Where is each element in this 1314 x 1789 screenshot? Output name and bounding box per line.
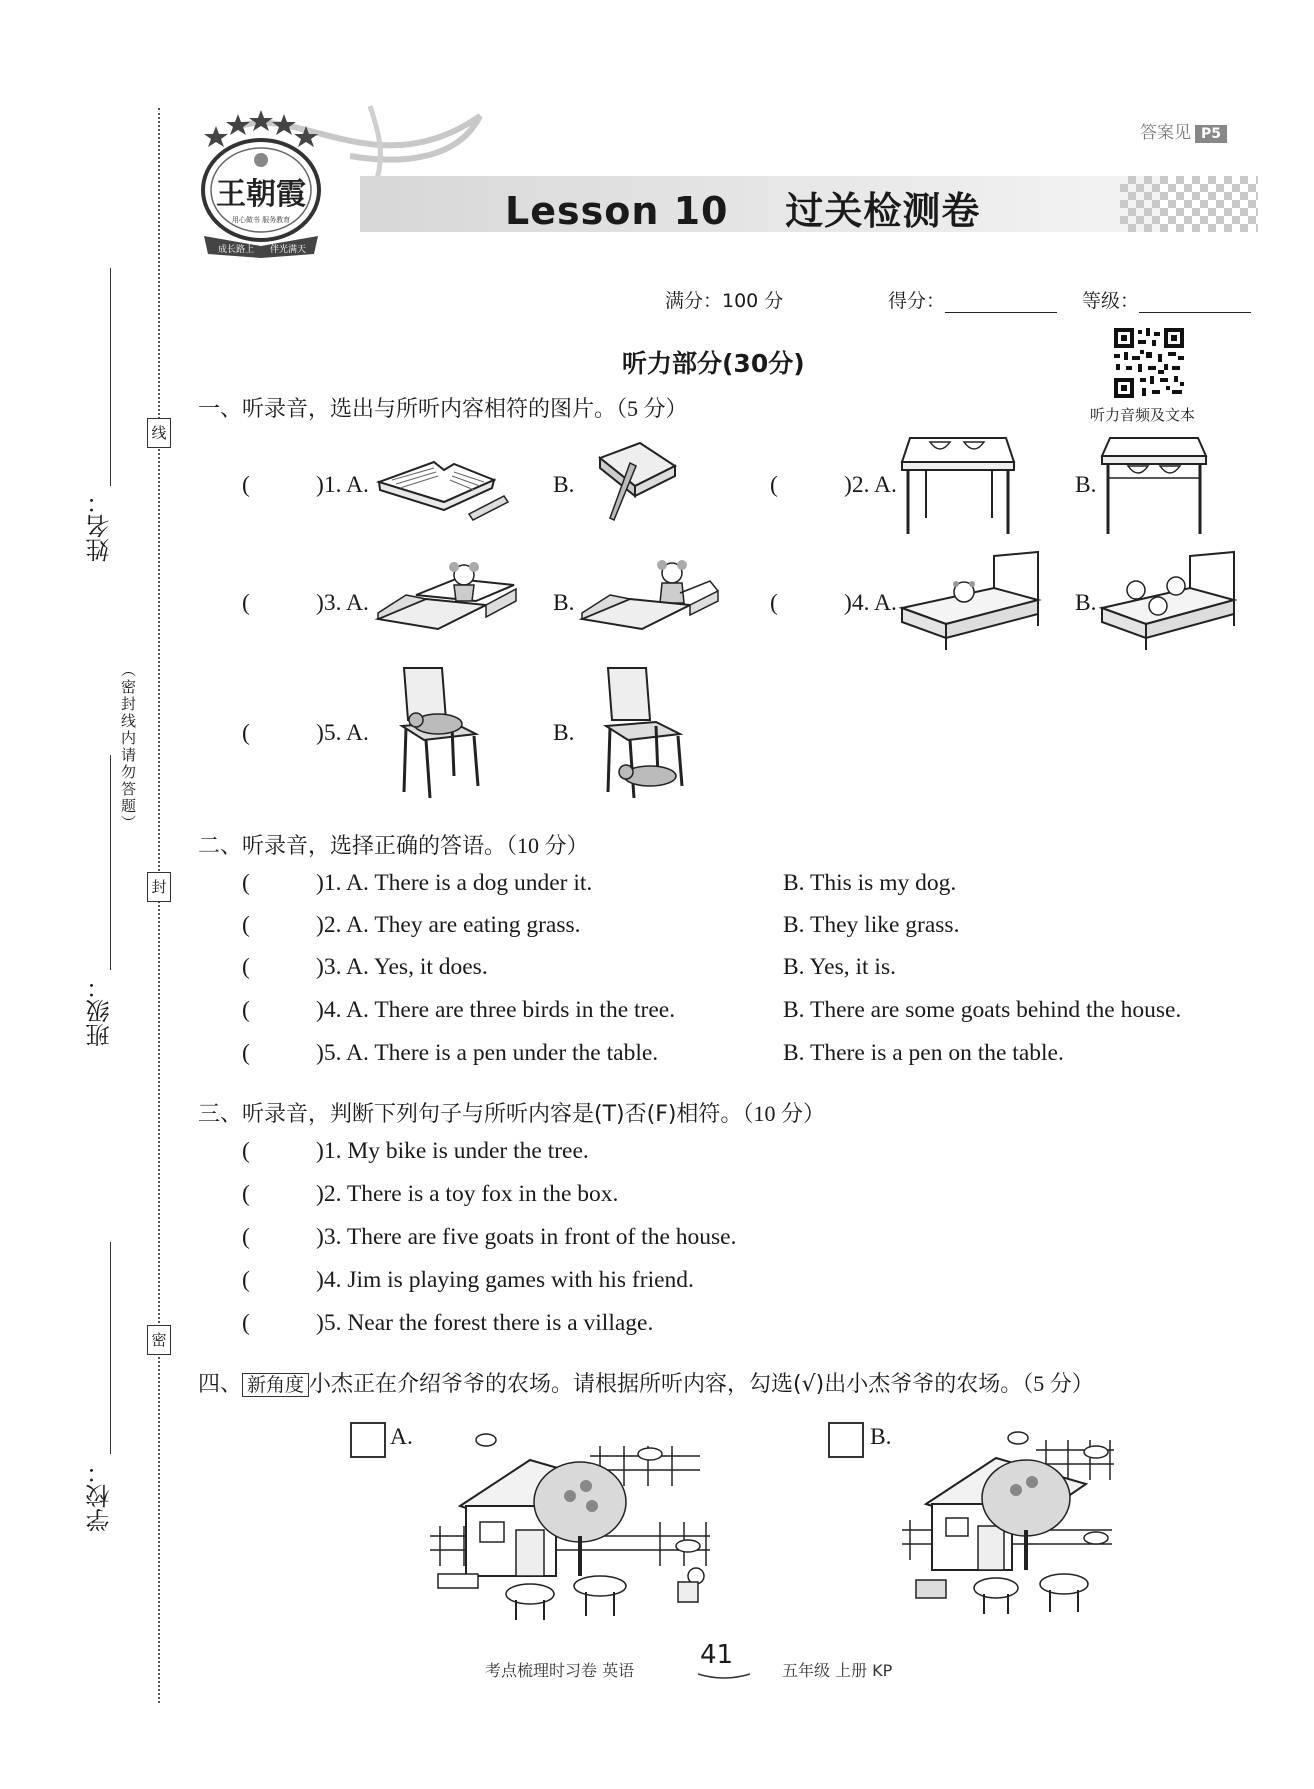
farm-a-picture[interactable] <box>420 1426 710 1622</box>
section4-heading <box>198 1367 1094 1398</box>
s3-q3-text: )3. There are five goats in front of the house. <box>316 1224 737 1250</box>
qr-code[interactable] <box>1112 326 1186 400</box>
s3-q5-text: )5. Near the forest there is a village. <box>316 1310 654 1336</box>
page-title: Lesson 10 过关检测卷 <box>505 189 981 233</box>
logo-banner-left: 成长路上 <box>217 245 255 255</box>
s1-q1-open-book-picture[interactable] <box>374 442 514 522</box>
section2-heading <box>198 829 589 860</box>
s3-q5-row <box>242 1310 653 1337</box>
s3-q2-row <box>242 1181 618 1208</box>
section3-heading-text: 三、听录音，判断下列句子与所听内容是(T)否(F)相符。 <box>198 1102 743 1127</box>
s1-q5-option-b: B. <box>553 720 575 746</box>
s3-q5-answer-blank[interactable]: ( <box>242 1310 250 1336</box>
s1-q5-row <box>242 720 369 747</box>
section4-points: （5 分） <box>1022 1371 1094 1396</box>
s3-q1-answer-blank[interactable]: ( <box>242 1138 250 1164</box>
s1-q2-cups-under-table-picture[interactable] <box>1098 426 1210 536</box>
section2-points: （10 分） <box>506 833 589 858</box>
s2-q2-option-a: )2. A. They are eating grass. <box>316 912 581 938</box>
s1-q4-number: )4. A. <box>844 590 897 616</box>
s1-q4-answer-blank[interactable]: ( <box>770 590 778 616</box>
listening-part-title: 听力部分(30分) <box>622 349 805 378</box>
s2-q3-row <box>242 954 488 981</box>
s1-q2-number: )2. A. <box>844 472 897 498</box>
s3-q4-row <box>242 1267 694 1294</box>
school-label: 学校： <box>86 1460 114 1532</box>
farm-a-checkbox[interactable] <box>350 1422 386 1458</box>
s2-q3-answer-blank[interactable]: ( <box>242 954 250 980</box>
footer-left: 考点梳理时习卷 英语 <box>485 1661 635 1680</box>
qr-caption: 听力音频及文本 <box>1090 406 1196 424</box>
s2-q2-answer-blank[interactable]: ( <box>242 912 250 938</box>
grade-blank[interactable] <box>1139 292 1251 313</box>
full-marks: 满分：100 分 <box>665 290 784 312</box>
grade-label: 等级： <box>1082 290 1140 312</box>
s2-q4-row <box>242 997 675 1024</box>
s1-q2-option-b: B. <box>1075 472 1097 498</box>
s3-q1-text: )1. My bike is under the tree. <box>316 1138 589 1164</box>
seal-note: （密封线内请勿答题） <box>119 662 137 832</box>
s3-q3-row <box>242 1224 736 1251</box>
s3-q2-answer-blank[interactable]: ( <box>242 1181 250 1207</box>
logo-motto-text: 用心做书 服务教育 <box>231 216 291 224</box>
s1-q2-cups-on-table-picture[interactable] <box>898 426 1018 536</box>
s2-q4-option-b: B. There are some goats behind the house. <box>783 997 1182 1023</box>
score-label: 得分： <box>888 290 946 312</box>
s1-q1-number: )1. A. <box>316 472 369 498</box>
s2-q5-answer-blank[interactable]: ( <box>242 1040 250 1066</box>
s2-q5-option-a: )5. A. There is a pen under the table. <box>316 1040 659 1066</box>
answer-reference <box>1140 118 1227 143</box>
answer-page-badge: P5 <box>1195 125 1227 143</box>
s1-q3-number: )3. A. <box>316 590 369 616</box>
score-field <box>888 286 1057 313</box>
s1-q4-three-teddies-bed-picture[interactable] <box>1098 548 1238 652</box>
s3-q4-answer-blank[interactable]: ( <box>242 1267 250 1293</box>
s3-q4-text: )4. Jim is playing games with his friend. <box>316 1267 694 1293</box>
s1-q5-number: )5. A. <box>316 720 369 746</box>
s1-q3-answer-blank[interactable]: ( <box>242 590 250 616</box>
score-blank[interactable] <box>945 292 1057 313</box>
s1-q1-answer-blank[interactable]: ( <box>242 472 250 498</box>
s1-q4-one-teddy-bed-picture[interactable] <box>898 548 1044 652</box>
s2-q4-option-a: )4. A. There are three birds in the tree. <box>316 997 676 1023</box>
brand-logo <box>196 108 326 258</box>
checker-decoration <box>1120 176 1258 232</box>
grade-field <box>1082 286 1251 313</box>
logo-banner-right: 伴光满天 <box>269 245 307 255</box>
class-label: 班级： <box>86 975 114 1047</box>
section1-points: （5 分） <box>616 396 688 421</box>
s2-q4-answer-blank[interactable]: ( <box>242 997 250 1023</box>
s1-q2-answer-blank[interactable]: ( <box>770 472 778 498</box>
section3-points: （10 分） <box>742 1101 825 1126</box>
seal-char-line: 线 <box>147 418 171 448</box>
seal-char-seal: 封 <box>147 872 171 902</box>
page-number: 41 <box>700 1640 734 1670</box>
s2-q3-option-a: )3. A. Yes, it does. <box>316 954 488 980</box>
s2-q1-row <box>242 870 592 897</box>
footer-right: 五年级 上册 KP <box>782 1661 893 1680</box>
s2-q1-option-b: B. This is my dog. <box>783 870 957 896</box>
section4-prefix: 四、 <box>198 1372 243 1397</box>
logo-brand-text: 王朝霞 <box>216 177 306 212</box>
section1-heading-text: 一、听录音，选出与所听内容相符的图片。 <box>198 397 617 422</box>
s1-q1-closed-book-picture[interactable] <box>580 438 680 528</box>
s2-q2-row <box>242 912 581 939</box>
section3-heading <box>198 1097 825 1128</box>
s3-q1-row <box>242 1138 589 1165</box>
s2-q5-option-b: B. There is a pen on the table. <box>783 1040 1064 1066</box>
s2-q1-option-a: )1. A. There is a dog under it. <box>316 870 593 896</box>
seal-char-secret: 密 <box>147 1325 171 1355</box>
s1-q3-doll-in-box-picture[interactable] <box>376 555 522 635</box>
farm-a-label: A. <box>390 1424 413 1450</box>
page-number-underline <box>696 1672 752 1682</box>
s1-q5-answer-blank[interactable]: ( <box>242 720 250 746</box>
farm-b-picture[interactable] <box>896 1420 1116 1616</box>
farm-b-label: B. <box>870 1424 892 1450</box>
section1-heading <box>198 392 688 423</box>
s2-q1-answer-blank[interactable]: ( <box>242 870 250 896</box>
s1-q1-option-b: B. <box>553 472 575 498</box>
section4-heading-text: 小杰正在介绍爷爷的农场。请根据所听内容，勾选(√)出小杰爷爷的农场。 <box>309 1372 1023 1397</box>
school-blank[interactable] <box>110 1242 111 1454</box>
section2-heading-text: 二、听录音，选择正确的答语。 <box>198 834 507 859</box>
s1-q4-option-b: B. <box>1075 590 1097 616</box>
s1-q2-row <box>770 472 897 499</box>
s1-q3-row <box>242 590 369 617</box>
s1-q4-row <box>770 590 897 617</box>
s2-q5-row <box>242 1040 658 1067</box>
name-label: 姓名： <box>86 490 114 562</box>
s2-q3-option-b: B. Yes, it is. <box>783 954 896 980</box>
farm-b-checkbox[interactable] <box>828 1422 864 1458</box>
answer-ref-label: 答案见 <box>1140 123 1191 143</box>
section4-new-angle-tag: 新角度 <box>242 1373 309 1397</box>
binding-dotted-line <box>158 108 160 1703</box>
s1-q5-cat-under-chair-picture[interactable] <box>600 664 686 800</box>
s2-q2-option-b: B. They like grass. <box>783 912 960 938</box>
s1-q3-option-b: B. <box>553 590 575 616</box>
s1-q3-doll-behind-box-picture[interactable] <box>580 553 720 635</box>
s3-q2-text: )2. There is a toy fox in the box. <box>316 1181 619 1207</box>
s1-q5-cat-on-chair-picture[interactable] <box>396 664 482 800</box>
class-blank[interactable] <box>110 755 111 970</box>
s3-q3-answer-blank[interactable]: ( <box>242 1224 250 1250</box>
s1-q1-row <box>242 472 369 499</box>
name-blank[interactable] <box>110 268 111 486</box>
